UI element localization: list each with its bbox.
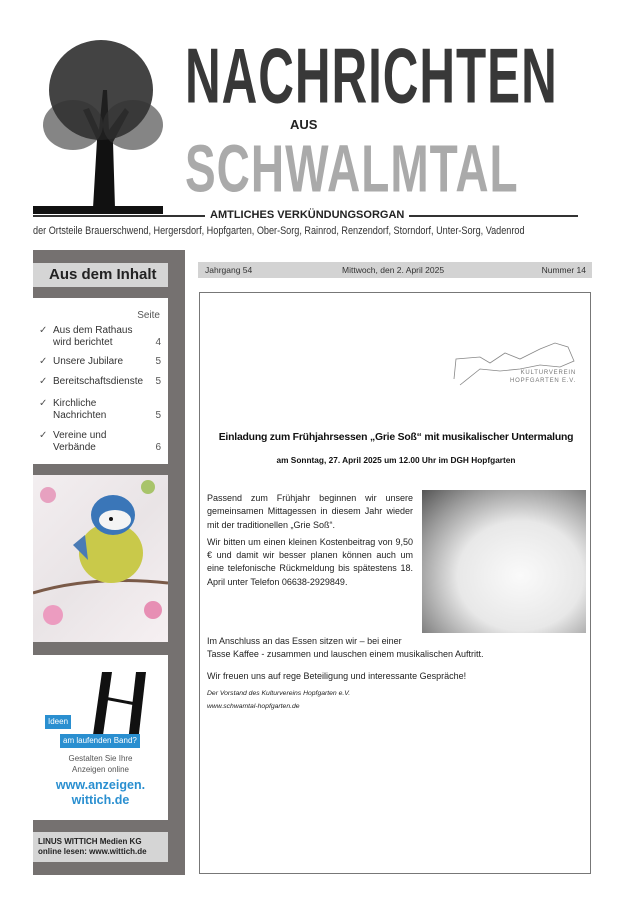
logo-line1: KULTURVEREIN xyxy=(520,370,576,376)
kulturverein-logo xyxy=(450,339,580,391)
ad-tag-ideen: Ideen xyxy=(45,715,71,729)
ad-line1: Gestalten Sie Ihre xyxy=(68,754,133,763)
article-content xyxy=(207,431,585,713)
article-subtitle: am Sonntag, 27. April 2025 um 12.00 Uhr im DGH Hopfgarten xyxy=(276,455,516,465)
check-icon: ✓ xyxy=(39,356,48,367)
ad-tag-band: am laufenden Band? xyxy=(60,734,140,748)
paragraph-3a: Im Anschluss an das Essen sitzen wir – bei einer xyxy=(207,636,402,646)
article-box xyxy=(199,292,591,874)
table-of-contents: Seite ✓ Aus dem Rathaus wird berichtet 4 ✓ Unsere Jubilare 5 ✓ Bereitschaftsdienste 5 ✓ Kirchliche Nachrichten 5 ✓ Vereine und Verbände 6 xyxy=(33,298,168,464)
masthead-title-schwalmtal: SCHWALMTAL xyxy=(185,130,519,207)
masthead-title-nachrichten: NACHRICHTEN xyxy=(185,33,558,121)
issue-number: Nummer 14 xyxy=(541,265,586,275)
publisher-online[interactable]: online lesen: www.wittich.de xyxy=(38,847,147,856)
paragraph-1: Passend zum Frühjahr beginnen wir unsere gemeinsamen Mittagessen in diesem Jahr wieder mit der traditionellen „Grie Soß“. xyxy=(207,493,413,530)
paragraph-2: Wir bitten um einen kleinen Kostenbeitrag von 9,50 € und damit wir besser planen können auch um eine telefonische Rückmeldung bis spätestens 18. April unter Telefon 06638-2929849. xyxy=(207,536,413,587)
tree-logo-image xyxy=(33,30,173,215)
check-icon: ✓ xyxy=(39,398,48,409)
jahrgang: Jahrgang 54 xyxy=(205,265,253,275)
masthead-organ: AMTLICHES VERKÜNDUNGSORGAN xyxy=(205,209,409,222)
publisher-footer xyxy=(33,832,168,862)
paragraph-4: Wir freuen uns auf rege Beteiligung und interessante Gespräche! xyxy=(207,670,467,681)
publisher-name: LINUS WITTICH Medien KG xyxy=(38,837,142,846)
issue-date: Mittwoch, den 2. April 2025 xyxy=(342,265,445,275)
check-icon: ✓ xyxy=(39,325,48,336)
wittich-ad[interactable] xyxy=(33,655,168,820)
check-icon: ✓ xyxy=(39,430,48,441)
blue-tit-photo xyxy=(33,475,168,642)
website-link[interactable]: www.schwamtal-hopfgarten.de xyxy=(207,702,300,710)
article-title: Einladung zum Frühjahrsessen „Grie Soß“ mit musikalischer Untermalung xyxy=(218,432,574,443)
masthead-aus: AUS xyxy=(290,117,318,132)
issue-info-bar xyxy=(198,262,592,278)
signature: Der Vorstand des Kulturvereins Hopfgarten e.V. xyxy=(207,689,351,697)
check-icon: ✓ xyxy=(39,376,48,387)
logo-line2: HOPFGARTEN E.V. xyxy=(509,378,576,384)
masthead-ortsteile: der Ortsteile Brauerschwend, Hergersdorf, Hopfgarten, Ober-Sorg, Rainrod, Renzendorf, Storndorf, Unter-Sorg, Vadenrod xyxy=(33,225,525,237)
ad-line2: Anzeigen online xyxy=(72,765,129,774)
food-photo xyxy=(422,490,586,633)
ad-url-2[interactable]: wittich.de xyxy=(71,793,130,807)
paragraph-3b: Tasse Kaffee - zusammen und lauschen einem musikalischen Auftritt. xyxy=(207,649,484,660)
inhalt-title: Aus dem Inhalt xyxy=(33,263,168,287)
ad-url-1[interactable]: www.anzeigen. xyxy=(55,778,146,792)
seite-label: Seite xyxy=(137,310,160,321)
